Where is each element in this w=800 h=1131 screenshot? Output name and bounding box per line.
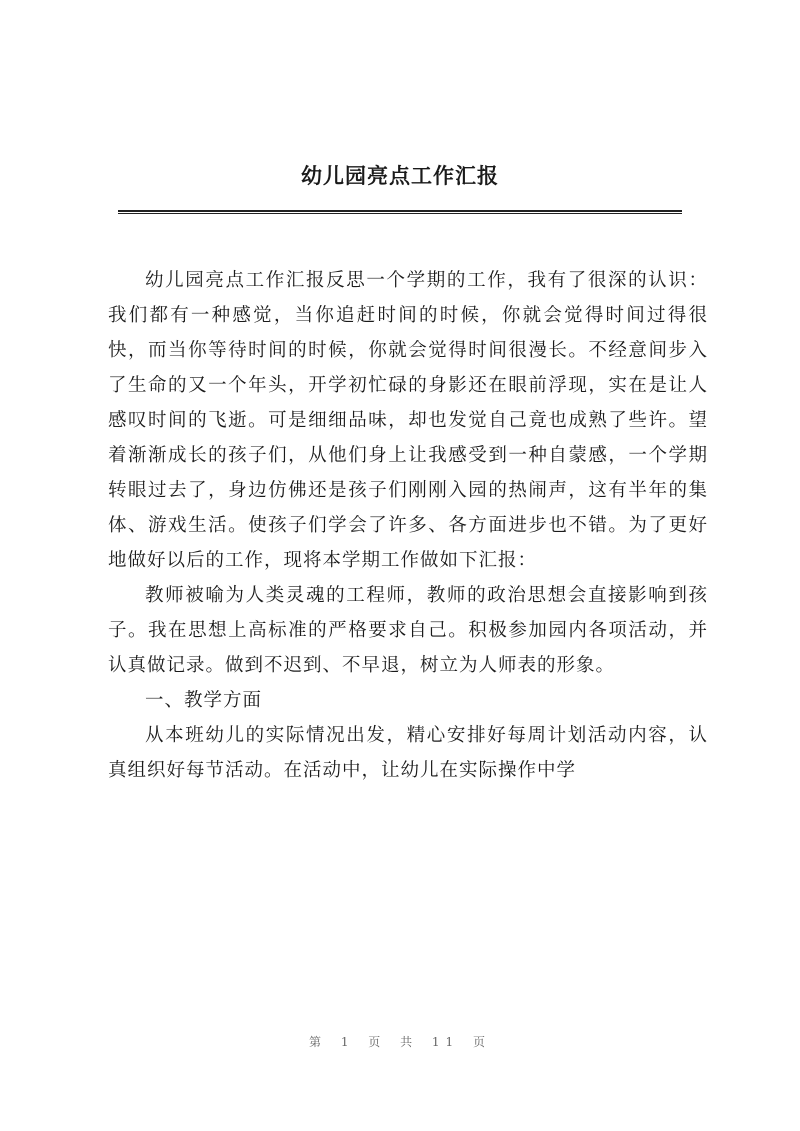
document-body xyxy=(108,263,708,788)
body-paragraph: 从本班幼儿的实际情况出发，精心安排好每周计划活动内容，认真组织好每节活动。在活动中，让幼儿在实际操作中学 xyxy=(108,725,708,781)
page-number-footer: 第 1 页 共 11 页 xyxy=(309,1035,491,1049)
document-title: 幼儿园亮点工作汇报 xyxy=(301,163,499,188)
body-paragraph: 教师被喻为人类灵魂的工程师，教师的政治思想会直接影响到孩子。我在思想上高标准的严格要求自己。积极参加园内各项活动，并认真做记录。做到不迟到、不早退，树立为人师表的形象。 xyxy=(108,585,708,676)
body-paragraph: 幼儿园亮点工作汇报反思一个学期的工作，我有了很深的认识：我们都有一种感觉，当你追赶时间的时候，你就会觉得时间过得很快，而当你等待时间的时候，你就会觉得时间很漫长。不经意间步入了生命的又一个年头，开学初忙碌的身影还在眼前浮现，实在是让人感叹时间的飞逝。可是细细品味，却也发觉自己竟也成熟了些许。望着渐渐成长的孩子们，从他们身上让我感受到一种自蒙感，一个学期转眼过去了，身边仿佛还是孩子们刚刚入园的热闹声，这有半年的集体、游戏生活。使孩子们学会了许多、各方面进步也不错。为了更好地做好以后的工作，现将本学期工作做如下汇报： xyxy=(108,270,708,571)
section-heading: 一、教学方面 xyxy=(145,690,263,711)
title-divider xyxy=(118,210,682,214)
